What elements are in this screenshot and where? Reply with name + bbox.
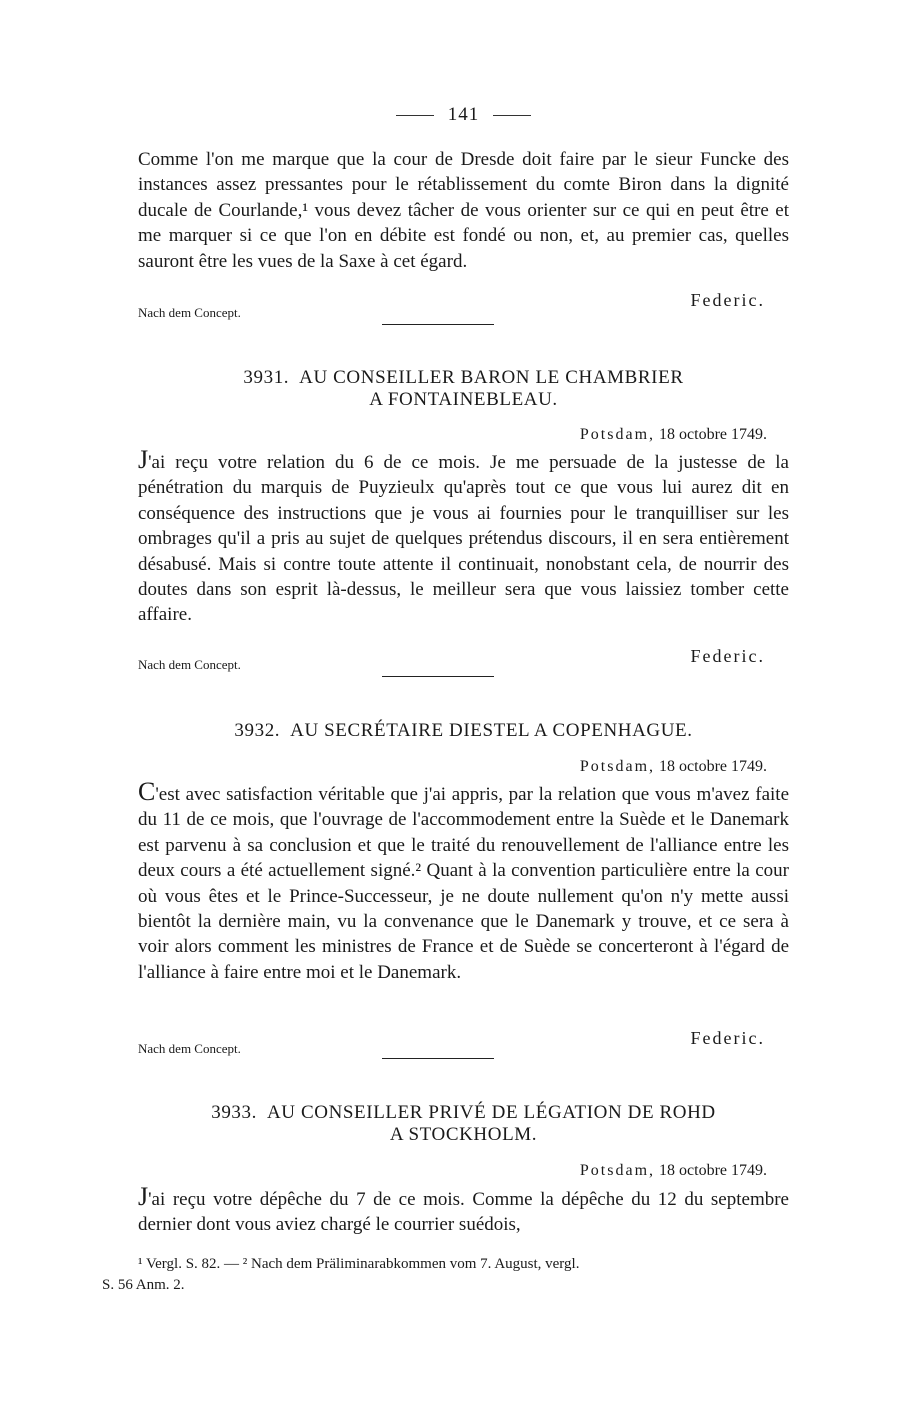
letter-heading-3932 [138,720,789,742]
page-number: 141 [447,104,480,125]
source-note: Nach dem Concept. [138,305,241,320]
letter-body-3931 [138,445,789,628]
section-text: 'ai reçu votre relation du 6 de ce mois. Je me persuade de la justesse de la pénétration du marquis de Puyzieulx qu'après tout ce que vous lui aurez dit en conséquence des instructions que je vous ai fournies pour le tranquilliser sur les ombrages qu'il a pris au sujet de quelques prétendus discours, il en sera entièrement désabusé. Mais si contre toute attente il continuait, nonobstant cela, de nourrir des doutes dans son esprit là-dessus, le meilleur sera que vous laissiez tomber cette affaire. [138,452,789,626]
drop-cap: C [138,777,156,806]
letter-heading-3931 [138,367,789,411]
signature: Federic. [690,646,765,666]
date-place: Potsdam, [579,758,656,775]
drop-cap: J [138,1182,149,1211]
letter-date [580,758,767,776]
footnote-line: ¹ Vergl. S. 82. — ² Nach dem Präliminarabkommen vom 7. August, vergl. [138,1256,580,1272]
source-note: Nach dem Concept. [138,1041,241,1056]
page-header [138,104,789,126]
date-day: 18 octobre 1749. [659,1162,767,1179]
letter-title-line1: AU SECRÉTAIRE DIESTEL A COPENHAGUE. [290,720,693,741]
section-continuation [138,147,789,274]
section-text: 'ai reçu votre dépêche du 7 de ce mois. Comme la dépêche du 12 du septembre dernier dont vous aviez chargé le courrier suédois, [138,1189,789,1236]
letter-heading-3933 [138,1102,789,1146]
signature: Federic. [690,290,765,310]
date-day: 18 octobre 1749. [659,758,767,775]
section-divider [382,676,494,677]
letter-body-3933 [138,1182,789,1238]
header-dash-left [396,115,434,116]
letter-date [580,426,767,444]
section-divider [382,324,494,325]
footnotes [102,1254,792,1296]
date-place: Potsdam, [579,1162,656,1179]
letter-title-line1: AU CONSEILLER PRIVÉ DE LÉGATION DE ROHD [266,1102,716,1123]
section-text: 'est avec satisfaction véritable que j'ai appris, par la relation que vous m'avez faite du 11 de ce mois, que l'ouvrage de l'accommodement entre la Suède et le Danemark est parvenu à sa conclusion et que le traité du renouvellement de l'alliance entre les deux cours a été actuellement signé.² Quant à la convention particulière entre la cour où vous êtes et le Prince-Successeur, je ne doute nullement qu'on n'y mette aussi bientôt la dernière main, vu la convenance que le Danemark y trouve, et ce sera à voir alors comment les ministres de France et de Suède se concerteront à l'égard de l'alliance à faire entre moi et le Danemark. [138,784,789,983]
letter-title-line2: A STOCKHOLM. [389,1124,538,1145]
drop-cap: J [138,445,149,474]
letter-body-3932 [138,777,789,985]
header-dash-right [493,115,531,116]
section-divider [382,1058,494,1059]
letter-number: 3932. [234,720,281,741]
letter-number: 3933. [211,1102,257,1123]
letter-number: 3931. [243,367,290,388]
signature: Federic. [690,1028,765,1048]
date-place: Potsdam, [579,426,656,443]
letter-title-line2: A FONTAINEBLEAU. [369,389,558,410]
source-note: Nach dem Concept. [138,657,241,672]
letter-title-line1: AU CONSEILLER BARON LE CHAMBRIER [299,367,684,388]
footnote-line: S. 56 Anm. 2. [102,1277,185,1293]
date-day: 18 octobre 1749. [659,426,767,443]
section-text: Comme l'on me marque que la cour de Dresde doit faire par le sieur Funcke des instances assez pressantes pour le rétablissement du comte Biron dans la dignité ducale de Courlande,¹ vous devez tâcher de vous orienter sur ce qui en peut être et me marquer si ce que l'on en débite est fondé ou non, et, au premier cas, quelles sauront être les vues de la Saxe à cet égard. [138,149,789,272]
letter-date [580,1162,767,1180]
